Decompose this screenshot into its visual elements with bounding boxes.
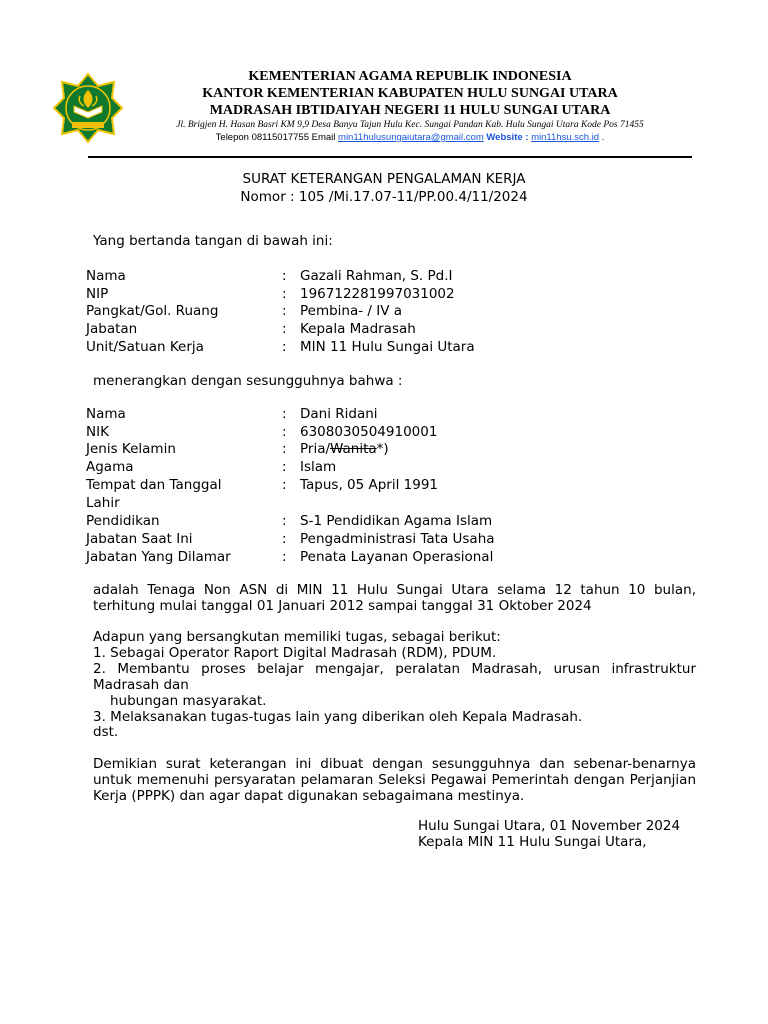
header-rule [88, 156, 692, 158]
document-title: SURAT KETERANGAN PENGALAMAN KERJA [242, 171, 526, 187]
gender-male: Pria/ [300, 441, 331, 457]
colon: : [282, 406, 287, 422]
field-value: Gazali Rahman, S. Pd.I [300, 268, 453, 284]
header-trailing: . [599, 132, 605, 143]
signature-place-date: Hulu Sungai Utara, 01 November 2024 [418, 818, 681, 834]
field-label: Lahir [86, 495, 120, 511]
field-label: Unit/Satuan Kerja [86, 339, 204, 355]
duties-intro: Adapun yang bersangkutan memiliki tugas, sebagai berikut: [93, 629, 501, 645]
field-label: Nama [86, 406, 126, 422]
colon: : [282, 531, 287, 547]
colon: : [282, 441, 287, 457]
colon: : [282, 477, 287, 493]
header-ministry: KEMENTERIAN AGAMA REPUBLIK INDONESIA [248, 69, 572, 84]
field-label: Jabatan Saat Ini [86, 531, 193, 547]
colon: : [282, 513, 287, 529]
header-phone: Telepon 08115017755 Email [215, 132, 339, 143]
field-value: 196712281997031002 [300, 286, 455, 302]
declares-text: menerangkan dengan sesungguhnya bahwa : [93, 373, 403, 389]
field-label: Jabatan [86, 321, 138, 337]
closing-paragraph: Demikian surat keterangan ini dibuat dengan sesungguhnya dan sebenar-benarnya untuk memenuhi persyaratan pelamaran Seleksi Pegawai Pemerintah dengan Perjanjian Kerja (PPPK) dan agar dapat digunakan sebagaimana mestinya. [93, 756, 696, 804]
duty-item: 2. Membantu proses belajar mengajar, peralatan Madrasah, urusan infrastruktur Madrasah dan [93, 661, 696, 693]
colon: : [282, 286, 287, 302]
field-value: S-1 Pendidikan Agama Islam [300, 513, 493, 529]
duty-item: 1. Sebagai Operator Raport Digital Madrasah (RDM), PDUM. [93, 645, 497, 661]
field-value: Islam [300, 459, 337, 475]
field-label: Nama [86, 268, 126, 284]
signature-position: Kepala MIN 11 Hulu Sungai Utara, [418, 834, 647, 850]
field-value: 6308030504910001 [300, 424, 438, 440]
field-value: MIN 11 Hulu Sungai Utara [300, 339, 475, 355]
website-link[interactable]: min11hsu.sch.id [531, 132, 600, 143]
field-label: Jenis Kelamin [86, 441, 176, 457]
colon: : [282, 459, 287, 475]
header-address: Jl. Brigjen H. Hasan Basri KM 9,9 Desa Banyu Tajun Hulu Kec. Sungai Pandan Kab. Hulu Sungai Utara Kode Pos 71455 [176, 120, 644, 130]
field-value: Kepala Madrasah [300, 321, 416, 337]
email-link[interactable]: min11hulusungaiutara@gmail.com [338, 132, 484, 143]
colon: : [282, 303, 287, 319]
field-label: Jabatan Yang Dilamar [86, 549, 231, 565]
document-number: Nomor : 105 /Mi.17.07-11/PP.00.4/11/2024 [240, 189, 528, 205]
field-label: NIK [86, 424, 109, 440]
header-contact [100, 132, 720, 143]
colon: : [282, 339, 287, 355]
colon: : [282, 321, 287, 337]
gender-note: *) [376, 441, 389, 457]
field-value: Pengadministrasi Tata Usaha [300, 531, 495, 547]
intro-text: Yang bertanda tangan di bawah ini: [93, 233, 333, 249]
colon: : [282, 549, 287, 565]
field-value [300, 440, 389, 458]
duty-item-cont: hubungan masyarakat. [110, 693, 267, 709]
colon: : [282, 424, 287, 440]
field-label: Pendidikan [86, 513, 160, 529]
gender-female-struck: Wanita [330, 441, 377, 457]
header-office: KANTOR KEMENTERIAN KABUPATEN HULU SUNGAI UTARA [202, 86, 618, 101]
dst-text: dst. [93, 724, 119, 740]
field-value: Penata Layanan Operasional [300, 549, 494, 565]
duty-item: 3. Melaksanakan tugas-tugas lain yang diberikan oleh Kepala Madrasah. [93, 709, 583, 725]
field-value: Pembina- / IV a [300, 303, 403, 319]
website-label: Website : [483, 132, 532, 143]
colon: : [282, 268, 287, 284]
field-label: NIP [86, 286, 109, 302]
field-value: Dani Ridani [300, 406, 378, 422]
field-label: Pangkat/Gol. Ruang [86, 303, 219, 319]
field-value: Tapus, 05 April 1991 [300, 477, 438, 493]
field-label: Tempat dan Tanggal [86, 477, 222, 493]
status-paragraph: adalah Tenaga Non ASN di MIN 11 Hulu Sungai Utara selama 12 tahun 10 bulan, terhitung mulai tanggal 01 Januari 2012 sampai tanggal 31 Oktober 2024 [93, 582, 696, 614]
header-school: MADRASAH IBTIDAIYAH NEGERI 11 HULU SUNGAI UTARA [209, 103, 611, 118]
field-label: Agama [86, 459, 134, 475]
